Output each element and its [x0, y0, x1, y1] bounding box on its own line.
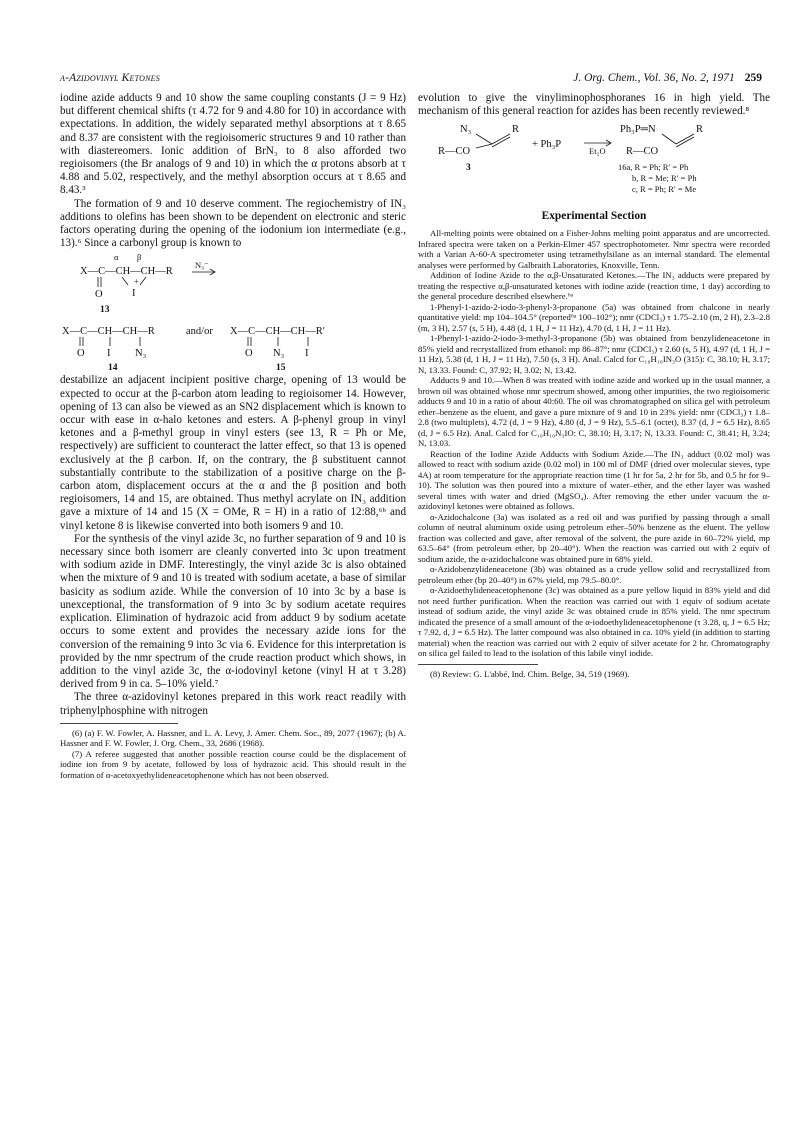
ketone-group-product: R—CO	[626, 146, 659, 158]
footnote-rule	[418, 664, 538, 665]
experimental-paragraph: Reaction of the Iodine Azide Adducts with Sodium Azide.—The IN₃ adduct (0.02 mol) was allowed to react with sodium azide (0.02 mol) in 100 ml of DMF (dried over molecular sieves, type 4A) at room temperature for the appropriate reaction time (1 hr for 5a, 2 hr for 5b, and 0.5 hr for 9–10). The solution was then poured into a mixture of water–ether, and the ether layer was washed several times with water and dried (MgSO₄). After removing the ether under vacuum the α-azidovinyl ketones were obtained as follows.	[418, 448, 770, 512]
iodine-15: I	[305, 348, 309, 360]
page-number: 259	[744, 72, 762, 84]
carbonyl-oxygen: O	[95, 289, 103, 301]
ketone-group: R—CO	[438, 146, 471, 158]
experimental-paragraph: Addition of Iodine Azide to the α,β-Unsaturated Ketones.—The IN₃ adducts were prepared by treating the respective α,β-unsaturated ketones with iodine azide (reaction time, 1 day) according to the general procedure described elsewhere.⁶ᵃ	[418, 270, 770, 302]
experimental-paragraph: All-melting points were obtained on a Fisher-Johns melting point apparatus and are uncorrected. Infrared spectra were taken on a Perkin-Elmer 457 spectrophotometer. Nmr spectra were recorded with a Varian A-60-A spectrometer using tetramethylsilane as an internal standard. The elemental analyses were performed by Galbraith Laboratories, Knoxville, Tenn.	[418, 228, 770, 270]
paragraph: The three α-azidovinyl ketones prepared in this work react readily with triphenylphosphine with nitrogen	[60, 691, 406, 717]
right-column	[418, 92, 770, 679]
oxygen-15: O	[245, 348, 253, 360]
r-group-product: R	[696, 124, 704, 136]
triphenylphosphine: + Ph₃P	[532, 139, 562, 151]
footnote-8: (8) Review: G. L'abbé, Ind. Chim. Belge, 34, 519 (1969).	[430, 668, 630, 679]
compound-label-16b: b, R = Me; R′ = Ph	[632, 173, 697, 184]
iodine-14: I	[107, 348, 111, 360]
journal-citation: J. Org. Chem., Vol. 36, No. 2, 1971	[573, 72, 735, 84]
compound-label-16c: c, R = Ph; R′ = Me	[632, 184, 697, 195]
plus-charge: +	[134, 276, 139, 287]
footnote-6: (6) (a) F. W. Fowler, A. Hassner, and L. A. Levy, J. Amer. Chem. Soc., 89, 2077 (1967); (b) A. Hassner and F. W. Fowler, J. Org. Chem., 33, 2686 (1968).	[60, 727, 406, 749]
compound-label-16a: 16a, R = Ph; R′ = Ph	[618, 162, 689, 173]
phosphorane-group: Ph₃P═N	[620, 124, 656, 136]
footnote-rule	[60, 723, 178, 724]
azide-15: N₃	[273, 348, 285, 360]
azide-14: N₃	[135, 348, 147, 360]
r-group: R	[512, 124, 520, 136]
paragraph: iodine azide adducts 9 and 10 show the same coupling constants (J = 9 Hz) but different chemical shifts (τ 4.72 for 9 and 4.80 for 10) in accordance with expectations. In addition, the widely separated methyl absorptions at τ 8.65 and 8.37 are consistent with the regioisomeric structures 9 and 10 rather than with diastereomers. Ionic addition of BrN₃ to 8 also afforded two regioisomers (the Br analogs of 9 and 10) in which the α protons absorb at τ 4.88 and 5.02, respectively, and the methyl absorption occurs at τ 8.65 and 8.43.³	[60, 92, 406, 197]
azide-group: N₃	[460, 124, 472, 136]
chemical-scheme-3-16	[418, 118, 770, 198]
experimental-paragraph: α-Azidochalcone (3a) was isolated as a red oil and was purified by passing through a small column of neutral aluminum oxide using petroleum ether–50% benzene as the eluent. The yellow fraction was collected and gave, after removal of the solvent, the pure azide in 60–72% yield, mp 63.5–64° (from petroleum ether, bp 20–40°). When the reaction was carried out with 2 equiv of sodium azide, the α-azidochalcone was obtained pure in 68% yield.	[418, 511, 770, 564]
experimental-paragraph: Adducts 9 and 10.—When 8 was treated with iodine azide and worked up in the usual manner, a brown oil was obtained whose nmr spectrum showed, among other impurities, the two regioisomeric adducts 9 and 10 in a ratio of about 40:60. The oil was chromatographed on silica gel with petroleum ether–benzene as the eluent, and gave a pure mixture of 9 and 10 in 23% yield: nmr (CDCl₃) τ 1.8–2.8 (two multiplets), 4.72 (d, J = 9 Hz), 4.80 (d, J = 9 Hz), 5.5–6.1 (octet), 8.37 (d, J = 6.5 Hz), 8.65 (d, J = 6.5 Hz). Anal. Calcd for C₁₀H₁₀N₃IO: C, 38.10; H, 3.17; N, 13.33. Found: C, 38.41; H, 3.24; N, 13.03.	[418, 375, 770, 449]
compound-label-3: 3	[466, 163, 471, 174]
experimental-paragraph: 1-Phenyl-1-azido-2-iodo-3-phenyl-3-propanone (5a) was obtained from chalcone in nearly quantitative yield: mp 104–104.5° (reported⁶ᵃ 100–102°); nmr (CDCl₃) τ 1.75–2.10 (m, 2 H), 2.3–2.8 (m, 3 H), 2.57 (s, 5 H), 4.48 (d, 1 H, J = 11 Hz), 4.70 (d, 1 H, J = 11 Hz).	[418, 301, 770, 333]
compound-label-13: 13	[100, 305, 110, 316]
section-heading: Experimental Section	[541, 210, 647, 223]
experimental-paragraph: α-Azidoethylideneacetophenone (3c) was obtained as a pure yellow liquid in 83% yield and did not need further purification. When the reaction was carried out with 1 equiv of sodium acetate instead of sodium azide, the vinyl azide 3c was obtained crude in 85% yield. The nmr spectrum indicated the presence of a small amount of the α-iodoethylideneacetophenone (τ 3.28, q, J = 6.5 Hz; τ 7.92, d, J = 6.5 Hz). The latter compound was also obtained in ca. 10% yield (in addition to starting material) when the reaction was carried out with 2 equiv of silver acetate for 2 hr. Chromatography on silica gel failed to lead to the isolation of this labile vinyl iodide.	[418, 585, 770, 659]
running-head-right	[573, 72, 762, 84]
paragraph: evolution to give the vinyliminophosphoranes 16 in high yield. The mechanism of this general reaction for azides has been recently reviewed.⁸	[418, 92, 770, 118]
chemical-scheme-13-14-15	[60, 250, 406, 374]
paragraph: destabilize an adjacent incipient positive charge, opening of 13 would be expected to occur at the β-carbon atom leading to regioisomer 14. However, opening of 13 can also be viewed as an SN2 displacement which is known to occur with ease in α-halo ketones and esters. A β-phenyl group in vinyl ketones and a β-methyl group in vinyl esters (see 13, R = Ph or Me, respectively) are sufficient to counteract the latter effect, so that 13 is opened exclusively at the β carbon. If, on the contrary, the β substituent cannot substantially contribute to the stabilization of a positive charge on the β-carbon atom, displacement occurs at the α and the β position and both regioisomers, 14 and 15, are obtained. Thus methyl acrylate on IN₃ addition gave a mixture of 14 and 15 (X = OMe, R = H) in a ratio of 12:88,⁶ᵇ and vinyl ketone 8 is likewise converted into both isomers 9 and 10.	[60, 374, 406, 532]
running-head-left: α-Azidovinyl Ketones	[60, 72, 160, 84]
structure-15-chain: X—C—CH—CH—R′	[230, 326, 326, 338]
paragraph: The formation of 9 and 10 deserve comment. The regiochemistry of IN₃ additions to olefins has been shown to be dependent on electronic and steric factors operating during the opening of the iodonium ion intermediate (e.g., 13).⁶ Since a carbonyl group is known to	[60, 197, 406, 250]
experimental-paragraph: 1-Phenyl-1-azido-2-iodo-3-methyl-3-propanone (5b) was obtained from benzylideneacetone in 85% yield and recrystallized from ethanol: mp 86–87°; nmr (CDCl₃) τ 2.60 (s, 5 H), 4.97 (d, 1 H, J = 11 Hz), 5.38 (d, 1 H, J = 11 Hz), 7.50 (s, 3 H). Anal. Calcd for C₁₀H₁₀IN₃O (315): C, 38.10; H, 3.17; N, 13.33. Found: C, 37.92; H, 3.02; N, 13.42.	[418, 333, 770, 375]
and-or-text: and/or	[186, 326, 213, 338]
left-column	[60, 92, 406, 780]
alpha-label: α	[114, 252, 119, 263]
compound-label-15: 15	[276, 363, 286, 374]
beta-label: β	[137, 252, 142, 263]
paragraph: For the synthesis of the vinyl azide 3c, no further separation of 9 and 10 is necessary since both isomerr are cleanly converted into 3c upon treatment with sodium azide in DMF. Interestingly, the vinyl azide 3c is also obtained when the mixture of 9 and 10 is treated with sodium acetate, a base of similar basicity as sodium azide. While the conversion of 10 into 3c by a base is unexceptional, the transformation of 9 into 3c by sodium acetate requires explication. Elimination of hydrazoic acid from adduct 9 by sodium acetate occurs to some extent and provides the necessary azide ions for the conversion of the remaining 9 into 3c via 6. Evidence for this interpretation is provided by the nmr spectrum of the crude reaction product which shows, in addition to the vinyl azide 3c, the α-iodovinyl ketone (vinyl H at τ 3.28) derived from 9 in ca. 5–10% yield.⁷	[60, 532, 406, 691]
solvent-condition: Et₂O	[589, 146, 606, 157]
structure-13-chain: X—C—CH—CH—R	[80, 266, 173, 278]
compound-label-14: 14	[108, 363, 118, 374]
footnote-7: (7) A referee suggested that another possible reaction course could be the displacement of iodine ion from 9 by acetate, followed by loss of hydrazoic acid. This should result in the formation of α-acetoxyethylideneacetophenone which has not been observed.	[60, 748, 406, 780]
reagent-azide: N₃⁻	[195, 260, 209, 271]
oxygen-14: O	[77, 348, 85, 360]
iodonium-iodine: I	[132, 288, 136, 300]
experimental-paragraph: α-Azidobenzylideneacetone (3b) was obtained as a crude yellow solid and recrystallized from petroleum ether (bp 20–40°) in 67% yield, mp 79.5–80.0°.	[418, 564, 770, 585]
structure-14-chain: X—C—CH—CH—R	[62, 326, 155, 338]
